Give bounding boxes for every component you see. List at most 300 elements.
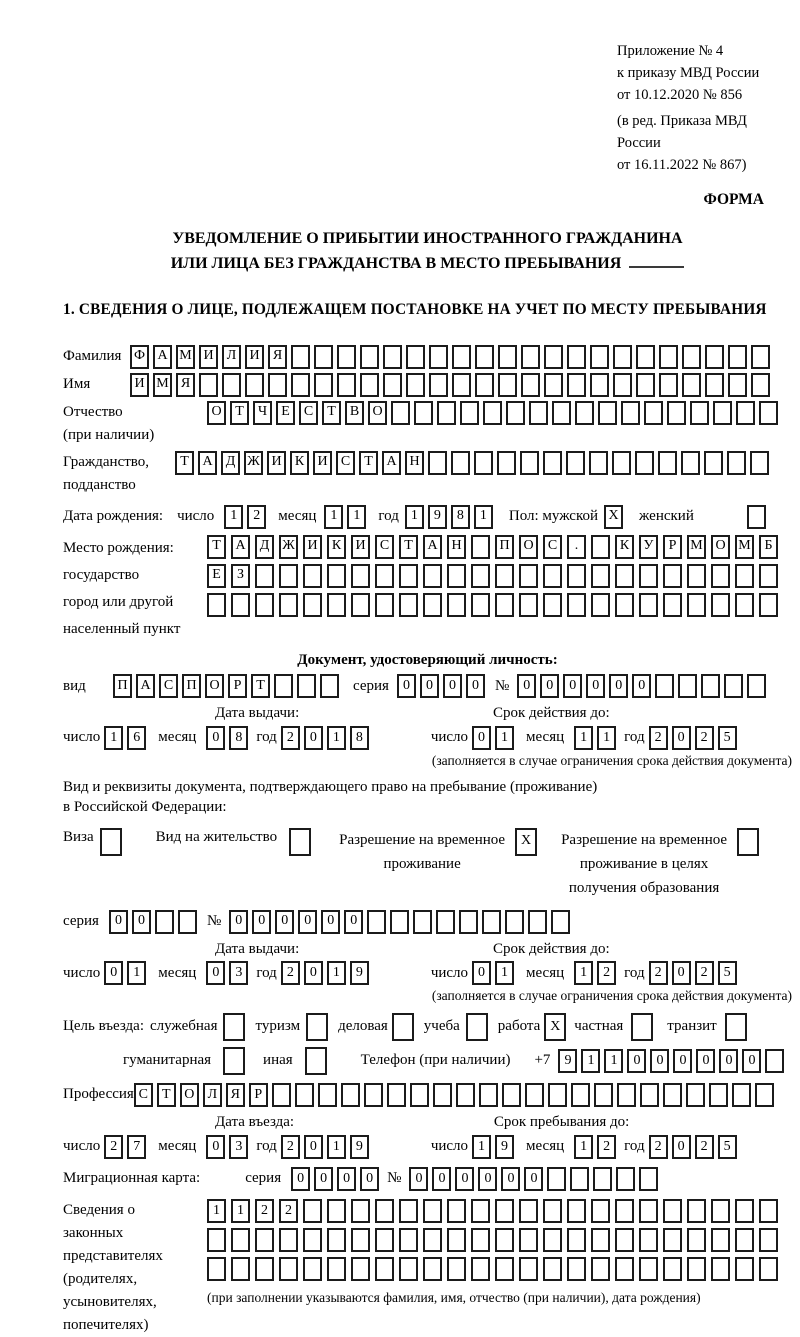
box-cell[interactable]: [423, 593, 442, 617]
box-cell[interactable]: И: [199, 345, 218, 369]
box-cell[interactable]: 0: [104, 961, 123, 985]
box-cell[interactable]: [279, 593, 298, 617]
box-cell[interactable]: [655, 674, 674, 698]
box-cell[interactable]: [383, 373, 402, 397]
box-cell[interactable]: 0: [314, 1167, 333, 1191]
box-cell[interactable]: 0: [517, 674, 536, 698]
box-cell[interactable]: [423, 1228, 442, 1252]
box-cell[interactable]: [639, 1257, 658, 1281]
box-cell[interactable]: [279, 1257, 298, 1281]
box-cell[interactable]: [687, 1199, 706, 1223]
box-cell[interactable]: 0: [298, 910, 317, 934]
box-cell[interactable]: И: [351, 535, 370, 559]
box-cell[interactable]: [423, 564, 442, 588]
box-cell[interactable]: 0: [455, 1167, 474, 1191]
temp-residence-edu-checkbox[interactable]: [737, 828, 763, 856]
box-cell[interactable]: [521, 345, 540, 369]
box-cell[interactable]: 1: [224, 505, 243, 529]
box-cell[interactable]: [759, 1199, 778, 1223]
box-cell[interactable]: Т: [322, 401, 341, 425]
stay-until-day[interactable]: [472, 1135, 518, 1159]
birthplace-boxes-row2[interactable]: [207, 564, 783, 588]
box-cell[interactable]: [222, 373, 241, 397]
box-cell[interactable]: [498, 373, 517, 397]
box-cell[interactable]: 0: [304, 961, 323, 985]
box-cell[interactable]: [682, 373, 701, 397]
box-cell[interactable]: [519, 1257, 538, 1281]
box-cell[interactable]: [519, 564, 538, 588]
box-cell[interactable]: 1: [405, 505, 424, 529]
box-cell[interactable]: 0: [650, 1049, 669, 1073]
box-cell[interactable]: [406, 373, 425, 397]
box-cell[interactable]: [399, 1228, 418, 1252]
box-cell[interactable]: [591, 564, 610, 588]
box-cell[interactable]: 0: [321, 910, 340, 934]
box-cell[interactable]: [690, 401, 709, 425]
box-cell[interactable]: 1: [127, 961, 146, 985]
box-cell[interactable]: [207, 1257, 226, 1281]
box-cell[interactable]: [231, 1257, 250, 1281]
purpose-transit-checkbox[interactable]: [725, 1013, 751, 1041]
box-cell[interactable]: 0: [109, 910, 128, 934]
temp-residence-checkbox[interactable]: [515, 828, 541, 856]
box-cell[interactable]: 2: [281, 961, 300, 985]
box-cell[interactable]: [591, 535, 610, 559]
box-cell[interactable]: [543, 564, 562, 588]
box-cell[interactable]: С: [134, 1083, 153, 1107]
box-cell[interactable]: С: [336, 451, 355, 475]
residence-number-boxes[interactable]: [229, 910, 574, 934]
box-cell[interactable]: [639, 593, 658, 617]
box-cell[interactable]: Н: [447, 535, 466, 559]
box-cell[interactable]: 2: [695, 1135, 714, 1159]
box-cell[interactable]: 0: [304, 1135, 323, 1159]
box-cell[interactable]: [100, 828, 122, 856]
box-cell[interactable]: [399, 564, 418, 588]
box-cell[interactable]: [437, 401, 456, 425]
box-cell[interactable]: П: [495, 535, 514, 559]
box-cell[interactable]: Д: [255, 535, 274, 559]
box-cell[interactable]: 0: [360, 1167, 379, 1191]
box-cell[interactable]: [543, 1257, 562, 1281]
box-cell[interactable]: 5: [718, 726, 737, 750]
box-cell[interactable]: К: [290, 451, 309, 475]
box-cell[interactable]: [495, 1257, 514, 1281]
box-cell[interactable]: 8: [451, 505, 470, 529]
box-cell[interactable]: Б: [759, 535, 778, 559]
box-cell[interactable]: [544, 345, 563, 369]
box-cell[interactable]: [475, 345, 494, 369]
box-cell[interactable]: [639, 564, 658, 588]
box-cell[interactable]: [615, 1199, 634, 1223]
box-cell[interactable]: 3: [229, 1135, 248, 1159]
firstname-boxes[interactable]: [130, 373, 774, 397]
box-cell[interactable]: Р: [249, 1083, 268, 1107]
box-cell[interactable]: [678, 674, 697, 698]
box-cell[interactable]: [351, 1199, 370, 1223]
box-cell[interactable]: [687, 564, 706, 588]
box-cell[interactable]: Т: [207, 535, 226, 559]
box-cell[interactable]: [639, 1228, 658, 1252]
box-cell[interactable]: 0: [672, 961, 691, 985]
purpose-humanitarian-checkbox[interactable]: [223, 1047, 249, 1075]
box-cell[interactable]: 3: [229, 961, 248, 985]
box-cell[interactable]: [306, 1013, 328, 1041]
box-cell[interactable]: 0: [304, 726, 323, 750]
box-cell[interactable]: 9: [350, 961, 369, 985]
purpose-other-checkbox[interactable]: [305, 1047, 331, 1075]
box-cell[interactable]: 0: [672, 726, 691, 750]
box-cell[interactable]: [495, 564, 514, 588]
box-cell[interactable]: [375, 593, 394, 617]
box-cell[interactable]: М: [735, 535, 754, 559]
box-cell[interactable]: 0: [420, 674, 439, 698]
box-cell[interactable]: Е: [207, 564, 226, 588]
box-cell[interactable]: [466, 1013, 488, 1041]
box-cell[interactable]: [255, 1257, 274, 1281]
box-cell[interactable]: [735, 564, 754, 588]
box-cell[interactable]: [520, 451, 539, 475]
box-cell[interactable]: [483, 401, 502, 425]
box-cell[interactable]: [613, 373, 632, 397]
box-cell[interactable]: [327, 1228, 346, 1252]
box-cell[interactable]: [291, 345, 310, 369]
box-cell[interactable]: 0: [719, 1049, 738, 1073]
box-cell[interactable]: [245, 373, 264, 397]
box-cell[interactable]: П: [182, 674, 201, 698]
box-cell[interactable]: [351, 593, 370, 617]
box-cell[interactable]: Р: [228, 674, 247, 698]
box-cell[interactable]: [447, 1257, 466, 1281]
box-cell[interactable]: [571, 1083, 590, 1107]
box-cell[interactable]: 1: [581, 1049, 600, 1073]
box-cell[interactable]: Ж: [244, 451, 263, 475]
box-cell[interactable]: [591, 593, 610, 617]
box-cell[interactable]: [303, 1199, 322, 1223]
residence-issued-month[interactable]: [206, 961, 252, 985]
box-cell[interactable]: 1: [574, 726, 593, 750]
box-cell[interactable]: [429, 345, 448, 369]
box-cell[interactable]: [360, 373, 379, 397]
box-cell[interactable]: В: [345, 401, 364, 425]
box-cell[interactable]: М: [153, 373, 172, 397]
box-cell[interactable]: [452, 345, 471, 369]
box-cell[interactable]: [471, 535, 490, 559]
box-cell[interactable]: 1: [472, 1135, 491, 1159]
residence-issued-year[interactable]: [281, 961, 373, 985]
box-cell[interactable]: [383, 345, 402, 369]
box-cell[interactable]: [737, 828, 759, 856]
box-cell[interactable]: 9: [350, 1135, 369, 1159]
box-cell[interactable]: [755, 1083, 774, 1107]
box-cell[interactable]: Т: [230, 401, 249, 425]
box-cell[interactable]: [255, 593, 274, 617]
box-cell[interactable]: О: [180, 1083, 199, 1107]
box-cell[interactable]: 0: [206, 726, 225, 750]
box-cell[interactable]: [255, 1228, 274, 1252]
identity-kind-boxes[interactable]: [113, 674, 343, 698]
box-cell[interactable]: С: [299, 401, 318, 425]
box-cell[interactable]: 2: [649, 726, 668, 750]
box-cell[interactable]: [544, 373, 563, 397]
box-cell[interactable]: [155, 910, 174, 934]
box-cell[interactable]: 0: [466, 674, 485, 698]
box-cell[interactable]: [528, 910, 547, 934]
box-cell[interactable]: [525, 1083, 544, 1107]
box-cell[interactable]: [681, 451, 700, 475]
box-cell[interactable]: 0: [432, 1167, 451, 1191]
box-cell[interactable]: Е: [276, 401, 295, 425]
purpose-work-checkbox[interactable]: [544, 1013, 570, 1041]
box-cell[interactable]: [360, 345, 379, 369]
box-cell[interactable]: [644, 401, 663, 425]
box-cell[interactable]: Я: [176, 373, 195, 397]
residence-issued-day[interactable]: [104, 961, 150, 985]
box-cell[interactable]: [498, 345, 517, 369]
box-cell[interactable]: [735, 593, 754, 617]
residence-valid-year[interactable]: [649, 961, 741, 985]
box-cell[interactable]: [406, 345, 425, 369]
box-cell[interactable]: [456, 1083, 475, 1107]
box-cell[interactable]: [567, 593, 586, 617]
box-cell[interactable]: О: [368, 401, 387, 425]
representatives-boxes-row2[interactable]: [207, 1228, 783, 1252]
identity-issued-month[interactable]: [206, 726, 252, 750]
box-cell[interactable]: [711, 564, 730, 588]
box-cell[interactable]: И: [245, 345, 264, 369]
sex-female-checkbox[interactable]: [747, 505, 770, 529]
box-cell[interactable]: Я: [268, 345, 287, 369]
box-cell[interactable]: 0: [291, 1167, 310, 1191]
box-cell[interactable]: 5: [718, 1135, 737, 1159]
box-cell[interactable]: [590, 345, 609, 369]
box-cell[interactable]: [399, 593, 418, 617]
box-cell[interactable]: [667, 401, 686, 425]
purpose-private-checkbox[interactable]: [631, 1013, 657, 1041]
box-cell[interactable]: [303, 564, 322, 588]
box-cell[interactable]: [289, 828, 311, 856]
box-cell[interactable]: 0: [206, 961, 225, 985]
box-cell[interactable]: [207, 593, 226, 617]
box-cell[interactable]: [413, 910, 432, 934]
box-cell[interactable]: [591, 1228, 610, 1252]
box-cell[interactable]: Л: [203, 1083, 222, 1107]
box-cell[interactable]: [659, 345, 678, 369]
identity-valid-month[interactable]: [574, 726, 620, 750]
box-cell[interactable]: [636, 345, 655, 369]
box-cell[interactable]: [433, 1083, 452, 1107]
box-cell[interactable]: [447, 564, 466, 588]
box-cell[interactable]: Т: [175, 451, 194, 475]
birthplace-boxes-row3[interactable]: [207, 593, 783, 617]
identity-issued-year[interactable]: [281, 726, 373, 750]
box-cell[interactable]: [598, 401, 617, 425]
box-cell[interactable]: [659, 373, 678, 397]
box-cell[interactable]: [423, 1199, 442, 1223]
box-cell[interactable]: [747, 674, 766, 698]
stay-until-year[interactable]: [649, 1135, 741, 1159]
box-cell[interactable]: Ч: [253, 401, 272, 425]
box-cell[interactable]: А: [382, 451, 401, 475]
box-cell[interactable]: [497, 451, 516, 475]
box-cell[interactable]: [337, 373, 356, 397]
box-cell[interactable]: [291, 373, 310, 397]
box-cell[interactable]: И: [313, 451, 332, 475]
box-cell[interactable]: [320, 674, 339, 698]
box-cell[interactable]: [471, 1199, 490, 1223]
box-cell[interactable]: 0: [344, 910, 363, 934]
box-cell[interactable]: [747, 505, 766, 529]
box-cell[interactable]: [543, 1199, 562, 1223]
box-cell[interactable]: Н: [405, 451, 424, 475]
box-cell[interactable]: [305, 1047, 327, 1075]
box-cell[interactable]: [428, 451, 447, 475]
box-cell[interactable]: 2: [279, 1199, 298, 1223]
box-cell[interactable]: [566, 451, 585, 475]
box-cell[interactable]: [711, 1257, 730, 1281]
box-cell[interactable]: 1: [574, 1135, 593, 1159]
box-cell[interactable]: [471, 1257, 490, 1281]
purpose-business-checkbox[interactable]: [392, 1013, 418, 1041]
box-cell[interactable]: [543, 593, 562, 617]
box-cell[interactable]: О: [207, 401, 226, 425]
box-cell[interactable]: [615, 1257, 634, 1281]
box-cell[interactable]: 2: [649, 1135, 668, 1159]
box-cell[interactable]: [471, 593, 490, 617]
box-cell[interactable]: X: [515, 828, 537, 856]
box-cell[interactable]: 1: [327, 726, 346, 750]
box-cell[interactable]: [567, 564, 586, 588]
box-cell[interactable]: 0: [206, 1135, 225, 1159]
box-cell[interactable]: [724, 674, 743, 698]
box-cell[interactable]: [663, 593, 682, 617]
box-cell[interactable]: 1: [231, 1199, 250, 1223]
purpose-tourism-checkbox[interactable]: [306, 1013, 332, 1041]
box-cell[interactable]: 0: [472, 726, 491, 750]
box-cell[interactable]: [735, 1228, 754, 1252]
box-cell[interactable]: [759, 593, 778, 617]
box-cell[interactable]: [591, 1199, 610, 1223]
entry-month[interactable]: [206, 1135, 252, 1159]
box-cell[interactable]: [567, 373, 586, 397]
box-cell[interactable]: [705, 373, 724, 397]
box-cell[interactable]: [429, 373, 448, 397]
residence-valid-month[interactable]: [574, 961, 620, 985]
box-cell[interactable]: [728, 345, 747, 369]
box-cell[interactable]: М: [687, 535, 706, 559]
box-cell[interactable]: [658, 451, 677, 475]
box-cell[interactable]: [436, 910, 455, 934]
box-cell[interactable]: [482, 910, 501, 934]
identity-number-boxes[interactable]: [517, 674, 770, 698]
box-cell[interactable]: 0: [627, 1049, 646, 1073]
box-cell[interactable]: [751, 345, 770, 369]
box-cell[interactable]: [390, 910, 409, 934]
box-cell[interactable]: [337, 345, 356, 369]
box-cell[interactable]: [295, 1083, 314, 1107]
box-cell[interactable]: Я: [226, 1083, 245, 1107]
box-cell[interactable]: П: [113, 674, 132, 698]
box-cell[interactable]: X: [604, 505, 623, 529]
box-cell[interactable]: [636, 373, 655, 397]
box-cell[interactable]: 1: [495, 726, 514, 750]
box-cell[interactable]: [375, 1228, 394, 1252]
box-cell[interactable]: [551, 910, 570, 934]
box-cell[interactable]: О: [519, 535, 538, 559]
box-cell[interactable]: [231, 1228, 250, 1252]
box-cell[interactable]: [615, 564, 634, 588]
box-cell[interactable]: [687, 593, 706, 617]
box-cell[interactable]: [314, 373, 333, 397]
box-cell[interactable]: А: [198, 451, 217, 475]
box-cell[interactable]: 2: [649, 961, 668, 985]
citizenship-boxes[interactable]: [175, 451, 773, 475]
box-cell[interactable]: 1: [604, 1049, 623, 1073]
box-cell[interactable]: [663, 564, 682, 588]
box-cell[interactable]: [639, 1167, 658, 1191]
box-cell[interactable]: [567, 1228, 586, 1252]
box-cell[interactable]: [548, 1083, 567, 1107]
box-cell[interactable]: [735, 1199, 754, 1223]
box-cell[interactable]: [686, 1083, 705, 1107]
box-cell[interactable]: 0: [229, 910, 248, 934]
box-cell[interactable]: [519, 1199, 538, 1223]
box-cell[interactable]: [399, 1257, 418, 1281]
box-cell[interactable]: [207, 1228, 226, 1252]
box-cell[interactable]: 0: [501, 1167, 520, 1191]
box-cell[interactable]: [521, 373, 540, 397]
box-cell[interactable]: [631, 1013, 653, 1041]
patronymic-boxes[interactable]: [207, 401, 782, 425]
box-cell[interactable]: [274, 674, 293, 698]
box-cell[interactable]: [727, 451, 746, 475]
box-cell[interactable]: 1: [324, 505, 343, 529]
box-cell[interactable]: 1: [474, 505, 493, 529]
box-cell[interactable]: [613, 345, 632, 369]
box-cell[interactable]: 0: [337, 1167, 356, 1191]
box-cell[interactable]: [590, 373, 609, 397]
box-cell[interactable]: 2: [247, 505, 266, 529]
box-cell[interactable]: [272, 1083, 291, 1107]
box-cell[interactable]: А: [231, 535, 250, 559]
box-cell[interactable]: Т: [359, 451, 378, 475]
box-cell[interactable]: 1: [104, 726, 123, 750]
box-cell[interactable]: [519, 1228, 538, 1252]
box-cell[interactable]: [341, 1083, 360, 1107]
box-cell[interactable]: [735, 1257, 754, 1281]
box-cell[interactable]: [474, 451, 493, 475]
box-cell[interactable]: [327, 1257, 346, 1281]
box-cell[interactable]: [447, 1228, 466, 1252]
identity-valid-year[interactable]: [649, 726, 741, 750]
box-cell[interactable]: [687, 1228, 706, 1252]
box-cell[interactable]: [567, 1257, 586, 1281]
box-cell[interactable]: [297, 674, 316, 698]
box-cell[interactable]: 5: [718, 961, 737, 985]
box-cell[interactable]: [617, 1083, 636, 1107]
purpose-study-checkbox[interactable]: [466, 1013, 492, 1041]
box-cell[interactable]: [519, 593, 538, 617]
box-cell[interactable]: [351, 1257, 370, 1281]
box-cell[interactable]: [701, 674, 720, 698]
box-cell[interactable]: [759, 1257, 778, 1281]
box-cell[interactable]: [663, 1257, 682, 1281]
box-cell[interactable]: 0: [472, 961, 491, 985]
box-cell[interactable]: [711, 593, 730, 617]
box-cell[interactable]: [399, 1199, 418, 1223]
box-cell[interactable]: [567, 1199, 586, 1223]
residence-series-boxes[interactable]: [109, 910, 201, 934]
